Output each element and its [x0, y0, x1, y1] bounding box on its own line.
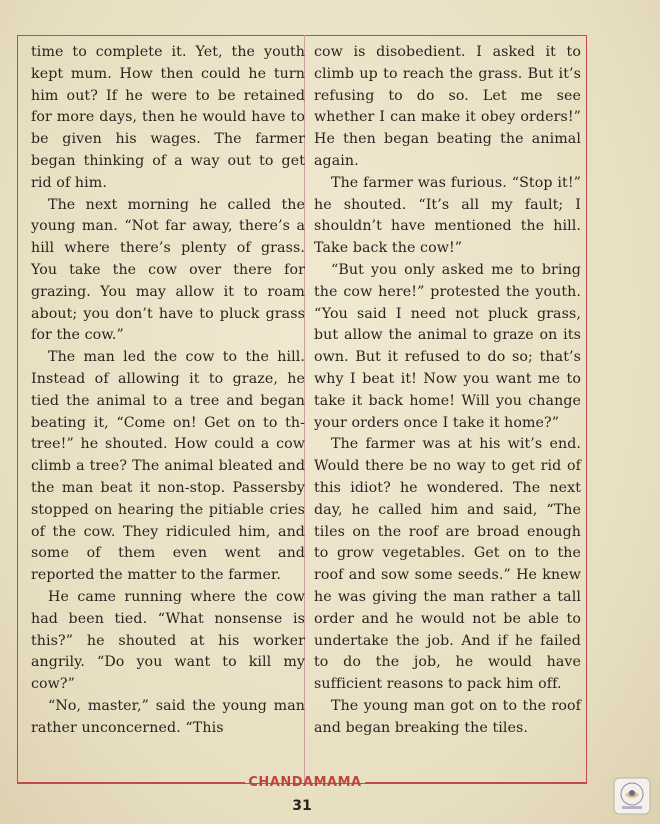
paragraph: The next morning he called the young man. “Not far away, there’s a hill where there’s plenty of grass. You take the cow over there for grazing. You may allow it to roam about; you don’t have to pluck grass for the cow.”: [31, 196, 305, 344]
paragraph: “No, master,” said the young man rather unconcerned. “This: [31, 697, 305, 736]
paragraph: cow is disobedient. I asked it to climb up to reach the grass. But it’s refusing to do so. Let me see whether I can make it obey orders!” He then began beating the animal again.: [314, 44, 581, 169]
paragraph: “But you only asked me to bring the cow here!” protested the youth. “You said I need not pluck grass, but allow the animal to graze on its own. But it refused to do so; that’s why I beat it! Now you want me to take it back home! Will you change your orders once I take it home?”: [314, 261, 581, 431]
paragraph: The young man got on to the roof and began breaking the tiles.: [314, 697, 581, 736]
paragraph: The farmer was furious. “Stop it!” he shouted. “It’s all my fault; I shouldn’t have mentioned the hill. Take back the cow!”: [314, 174, 581, 257]
paragraph: The farmer was at his wit’s end. Would there be no way to get rid of this idiot? he wondered. The next day, he called him and said, “The tiles on the roof are broad enough to grow vegetables. Get on to the roof and sow some seeds.” He knew he was giving the man rather a tall order and he would not be able to undertake the job. And if he failed to do the job, he would have sufficient reasons to pack him off.: [314, 436, 581, 693]
paragraph: The man led the cow to the hill. Instead of allowing it to graze, he tied the animal to a tree and began beating it, “Come on! Get on to th- tree!” he shouted. How could a cow climb a tree? The animal bleated and the man beat it non-stop. Passersby stopped on hearing the pitiable cries of the cow. They ridiculed him, and some of them even went and reported the matter to the farmer.: [31, 349, 305, 584]
footer-rule-right: [365, 782, 587, 783]
paragraph: time to complete it. Yet, the youth kept mum. How then could he turn him out? If he were to be retained for more days, then he would have to be given his wages. The farmer began thinking of a way out to get rid of him.: [31, 44, 305, 191]
magazine-title: CHANDAMAMA: [248, 775, 362, 790]
left-column: [31, 42, 305, 740]
page-number: 31: [292, 798, 312, 814]
footer-rule-left: [17, 782, 245, 783]
right-column: [314, 42, 581, 740]
paragraph: He came running where the cow had been tied. “What nonsense is this?” he shouted at his worker angrily. “Do you want to kill my cow?”: [31, 588, 305, 693]
library-stamp-icon: [613, 777, 651, 815]
